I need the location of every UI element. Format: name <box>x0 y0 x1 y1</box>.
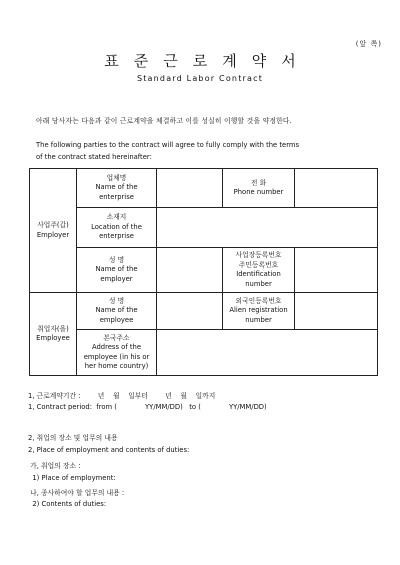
identification-number-field[interactable] <box>295 248 378 293</box>
employee-name-label: 성 명 Name of the employee <box>77 293 157 330</box>
employee-group-label: 취업자(을) Employee <box>30 293 77 376</box>
employer-name-field[interactable] <box>157 248 223 293</box>
alien-registration-field[interactable] <box>295 293 378 330</box>
intro-english-line2: of the contract stated hereinafter: <box>36 152 152 161</box>
enterprise-name-label: 업체명 Name of the enterprise <box>77 169 157 208</box>
contract-parties-table <box>29 168 378 376</box>
place-of-employment-korean: 가, 취업의 장소 : <box>28 462 81 470</box>
enterprise-name-field[interactable] <box>157 169 223 208</box>
contract-period-english: 1, Contract period: from ( YY/MM/DD) to ( YY/MM/DD) <box>28 403 267 411</box>
employer-name-label: 성 명 Name of the employer <box>77 248 157 293</box>
page-side-label: (앞 쪽) <box>355 40 382 48</box>
phone-label: 전 화 Phone number <box>223 169 295 208</box>
contents-of-duties-english: 2) Contents of duties: <box>28 500 107 508</box>
home-address-label: 본국주소 Address of the employee (in his or her home country) <box>77 330 157 376</box>
place-duties-english: 2, Place of employment and contents of duties: <box>28 446 190 454</box>
employer-group-label: 사업주(갑) Employer <box>30 169 77 293</box>
intro-korean: 아래 당사자는 다음과 같이 근로계약을 체결하고 이를 성실히 이행할 것을 약정한다. <box>36 117 293 125</box>
contents-of-duties-korean: 나, 종사하여야 할 업무의 내용 : <box>28 489 125 497</box>
document-title-english: Standard Labor Contract <box>136 74 264 83</box>
intro-english-line1: The following parties to the contract will agree to fully comply with the terms <box>36 141 300 149</box>
alien-registration-label: 외국인등록번호 Alien registration number <box>223 293 295 330</box>
phone-field[interactable] <box>295 169 378 208</box>
contract-period-korean: 1, 근로계약기간 : 년 월 일부터 년 월 일까지 <box>28 392 216 400</box>
home-address-field[interactable] <box>157 330 378 376</box>
location-field[interactable] <box>157 208 378 248</box>
location-label: 소재지 Location of the enterprise <box>77 208 157 248</box>
employee-name-field[interactable] <box>157 293 223 330</box>
intro-english <box>36 140 366 163</box>
identification-number-label: 사업장등록번호 주민등록번호 Identification number <box>223 248 295 293</box>
place-of-employment-english: 1) Place of employment: <box>28 474 116 482</box>
document-title-korean: 표준근로계약서 <box>104 52 311 70</box>
place-duties-korean: 2, 취업의 장소 및 업무의 내용 <box>28 434 118 442</box>
